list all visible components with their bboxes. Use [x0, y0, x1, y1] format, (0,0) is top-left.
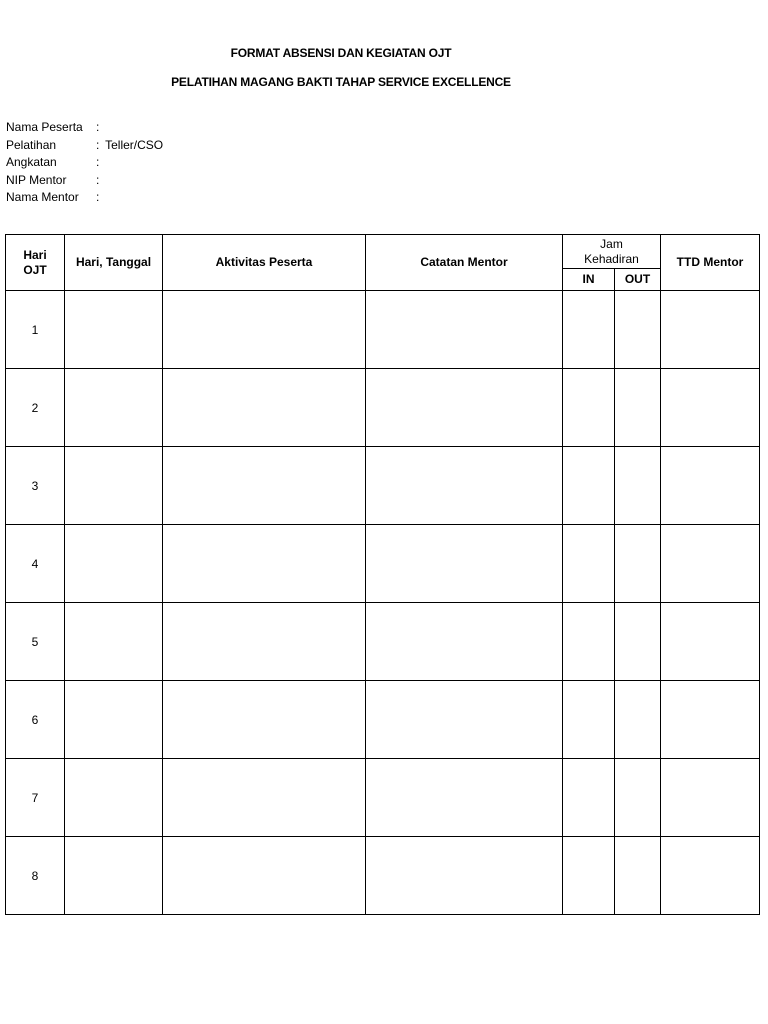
cell-catatan-mentor [366, 369, 563, 447]
cell-in [563, 759, 615, 837]
cell-out [615, 291, 661, 369]
cell-hari-tanggal [65, 759, 163, 837]
info-row-pelatihan [6, 137, 163, 155]
cell-out [615, 759, 661, 837]
cell-hari-tanggal [65, 447, 163, 525]
table-row [6, 291, 760, 369]
header-aktivitas-peserta: Aktivitas Peserta [163, 235, 366, 291]
cell-aktivitas-peserta [163, 525, 366, 603]
info-label: NIP Mentor [6, 172, 67, 187]
cell-in [563, 369, 615, 447]
info-row-nama-peserta [6, 119, 163, 137]
cell-out [615, 525, 661, 603]
header-jam-kehadiran [563, 235, 661, 269]
cell-aktivitas-peserta [163, 681, 366, 759]
cell-catatan-mentor [366, 759, 563, 837]
cell-hari-ojt: 2 [6, 369, 65, 447]
cell-aktivitas-peserta [163, 837, 366, 915]
table-row [6, 447, 760, 525]
cell-hari-tanggal [65, 369, 163, 447]
info-separator: : [96, 172, 100, 187]
cell-hari-ojt: 1 [6, 291, 65, 369]
attendance-table [5, 234, 760, 915]
document-title: FORMAT ABSENSI DAN KEGIATAN OJT [230, 46, 452, 60]
cell-aktivitas-peserta [163, 291, 366, 369]
cell-hari-tanggal [65, 603, 163, 681]
header-hari-ojt [6, 235, 65, 291]
header-hari-tanggal: Hari, Tanggal [65, 235, 163, 291]
cell-ttd-mentor [661, 525, 760, 603]
cell-catatan-mentor [366, 291, 563, 369]
cell-ttd-mentor [661, 369, 760, 447]
cell-hari-ojt: 3 [6, 447, 65, 525]
cell-ttd-mentor [661, 837, 760, 915]
cell-in [563, 525, 615, 603]
info-label: Nama Mentor [6, 190, 79, 205]
info-separator: : [96, 155, 100, 170]
table-row [6, 837, 760, 915]
cell-hari-tanggal [65, 681, 163, 759]
info-label: Angkatan [6, 155, 57, 170]
participant-info [6, 119, 163, 207]
cell-in [563, 681, 615, 759]
info-separator: : [96, 137, 100, 152]
cell-in [563, 603, 615, 681]
info-value: Teller/CSO [102, 137, 164, 152]
table-row [6, 681, 760, 759]
info-row-nip-mentor [6, 172, 163, 190]
header-ttd-mentor: TTD Mentor [661, 235, 760, 291]
info-label: Pelatihan [6, 137, 57, 152]
cell-hari-ojt: 4 [6, 525, 65, 603]
cell-out [615, 369, 661, 447]
cell-ttd-mentor [661, 603, 760, 681]
header-in: IN [563, 269, 615, 291]
cell-hari-ojt: 7 [6, 759, 65, 837]
table-row [6, 603, 760, 681]
cell-hari-ojt: 5 [6, 603, 65, 681]
header-hari-ojt-line2: OJT [23, 262, 47, 277]
cell-catatan-mentor [366, 837, 563, 915]
cell-out [615, 603, 661, 681]
cell-hari-tanggal [65, 525, 163, 603]
cell-ttd-mentor [661, 447, 760, 525]
info-separator: : [96, 190, 100, 205]
cell-catatan-mentor [366, 447, 563, 525]
info-separator: : [96, 120, 100, 134]
cell-hari-ojt: 8 [6, 837, 65, 915]
cell-catatan-mentor [366, 603, 563, 681]
cell-in [563, 837, 615, 915]
cell-out [615, 681, 661, 759]
cell-in [563, 291, 615, 369]
header-out: OUT [615, 269, 661, 291]
cell-ttd-mentor [661, 759, 760, 837]
table-row [6, 525, 760, 603]
cell-hari-ojt: 6 [6, 681, 65, 759]
info-row-angkatan [6, 154, 163, 172]
cell-aktivitas-peserta [163, 759, 366, 837]
header-catatan-mentor: Catatan Mentor [366, 235, 563, 291]
cell-hari-tanggal [65, 837, 163, 915]
document-subtitle: PELATIHAN MAGANG BAKTI TAHAP SERVICE EXCELLENCE [171, 75, 511, 89]
cell-aktivitas-peserta [163, 447, 366, 525]
cell-aktivitas-peserta [163, 369, 366, 447]
info-row-nama-mentor [6, 189, 163, 207]
cell-catatan-mentor [366, 525, 563, 603]
table-row [6, 759, 760, 837]
header-hari-ojt-line1: Hari [23, 247, 47, 262]
cell-out [615, 447, 661, 525]
cell-in [563, 447, 615, 525]
cell-ttd-mentor [661, 291, 760, 369]
header-jam-line2: Kehadiran [584, 251, 639, 266]
cell-ttd-mentor [661, 681, 760, 759]
header-jam-line1: Jam [600, 236, 623, 251]
cell-aktivitas-peserta [163, 603, 366, 681]
cell-catatan-mentor [366, 681, 563, 759]
cell-out [615, 837, 661, 915]
cell-hari-tanggal [65, 291, 163, 369]
info-label: Nama Peserta [6, 120, 83, 134]
table-row [6, 369, 760, 447]
